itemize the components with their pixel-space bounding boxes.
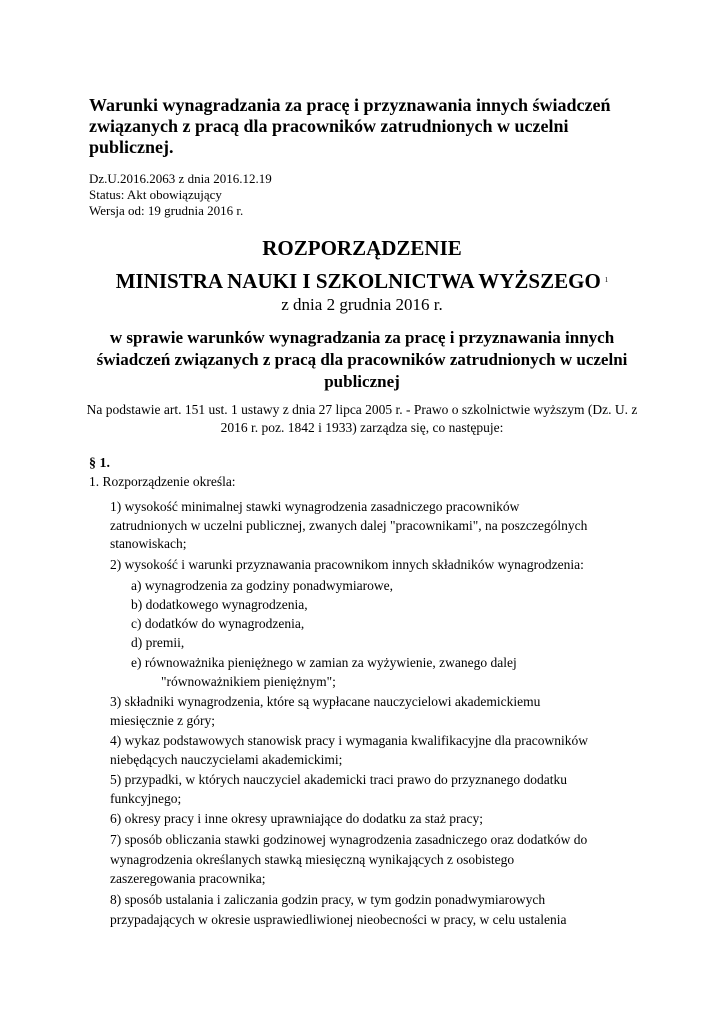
section-line: zaszeregowania pracownika; [110,871,266,886]
act-date: z dnia 2 grudnia 2016 r. [281,295,443,314]
section-line: funkcyjnego; [110,791,182,806]
section-line: a) wynagrodzenia za godziny ponadwymiarowe, [131,578,394,593]
issuer-name: MINISTRA NAUKI I SZKOLNICTWA WYŻSZEGO [115,269,601,293]
version-line: Wersja od: 19 grudnia 2016 r. [89,203,244,218]
section-line: 4) wykaz podstawowych stanowisk pracy i wymagania kwalifikacyjne dla pracowników [110,733,588,748]
act-issuer-heading [0,267,724,294]
section-line: miesięcznie z góry; [110,713,215,728]
section-line: 3) składniki wynagrodzenia, które są wypłacane nauczycielowi akademickiemu [110,694,541,709]
section-line: 7) sposób obliczania stawki godzinowej wynagrodzenia zasadniczego oraz dodatków do [110,832,588,847]
section-line: 6) okresy pracy i inne okresy uprawniające do dodatku za staż pracy; [110,811,483,826]
section-line: wynagrodzenia określanych stawką miesięczną wynikających z osobistego [110,852,515,867]
act-type-heading: ROZPORZĄDZENIE [262,236,462,260]
section-line: "równoważnikiem pieniężnym"; [161,674,336,689]
section-line: b) dodatkowego wynagrodzenia, [131,597,308,612]
document-title: Warunki wynagradzania za pracę i przyznawania innych świadczeń związanych z pracą dla pracowników zatrudnionych w uczelni publicznej. [89,95,611,157]
section-line: stanowiskach; [110,536,187,551]
section-line: 2) wysokość i warunki przyznawania pracownikom innych składników wynagrodzenia: [110,557,584,572]
document-metadata [89,171,589,219]
section-line: d) premii, [131,635,185,650]
section-line: 5) przypadki, w których nauczyciel akademicki traci prawo do przyznanego dodatku [110,772,567,787]
legal-basis: Na podstawie art. 151 ust. 1 ustawy z dnia 27 lipca 2005 r. - Prawo o szkolnictwie wyższym (Dz. U. z 2016 r. poz. 1842 i 1933) zarządza się, co następuje: [86,402,638,435]
section-line: c) dodatków do wynagrodzenia, [131,616,305,631]
section-line: niebędących nauczycielami akademickimi; [110,752,343,767]
section-line: 1. Rozporządzenie określa: [89,474,236,489]
act-subject: w sprawie warunków wynagradzania za pracę i przyznawania innych świadczeń związanych z pracą dla pracowników zatrudnionych w uczelni publicznej [96,328,628,391]
section-line: 8) sposób ustalania i zaliczania godzin pracy, w tym godzin ponadwymiarowych [110,892,546,907]
journal-reference: Dz.U.2016.2063 z dnia 2016.12.19 [89,171,272,186]
section-line: 1) wysokość minimalnej stawki wynagrodzenia zasadniczego pracowników [110,499,520,514]
status-line: Status: Akt obowiązujący [89,187,222,202]
section-line: zatrudnionych w uczelni publicznej, zwanych dalej "pracownikami", na poszczególnych [110,518,588,533]
section-line: e) równoważnika pieniężnego w zamian za wyżywienie, zwanego dalej [131,655,517,670]
section-line: przypadających w okresie usprawiedliwionej nieobecności w pracy, w celu ustalenia [110,912,567,927]
footnote-reference[interactable]: 1 [604,276,609,284]
paragraph-mark: § 1. [89,456,110,471]
